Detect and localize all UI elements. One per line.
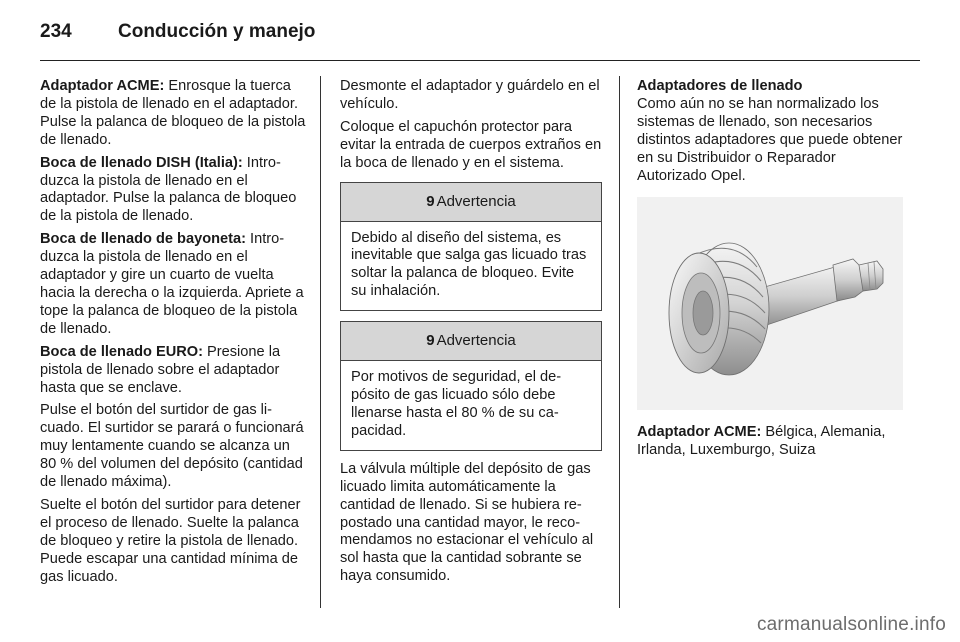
paragraph-acme xyxy=(40,78,306,150)
page-title: Conducción y manejo xyxy=(118,21,316,42)
paragraph-bayoneta xyxy=(40,231,306,338)
column-3 xyxy=(637,78,903,465)
warning-box-2 xyxy=(340,321,602,451)
page-header xyxy=(40,14,315,50)
column-divider-1 xyxy=(320,76,321,608)
text-dish: Introduzca la pistola de llenado en el adaptador. Pulse la palanca de bloqueo de la pistola de llenado. xyxy=(40,154,297,225)
acme-adapter-illustration xyxy=(637,197,903,410)
caption-text: Bélgica, Alemania, Irlanda, Luxemburgo, Suiza xyxy=(637,424,886,459)
text-acme: Enrosque la tuerca de la pistola de llenado en el adaptador. Pulse la palanca de bloqueo de la pistola de llenado. xyxy=(40,78,306,148)
term-dish: Boca de llenado DISH (Italia): xyxy=(40,154,243,171)
caption-term: Adaptador ACME: xyxy=(637,424,762,441)
column-1 xyxy=(40,78,306,591)
paragraph-euro xyxy=(40,344,306,398)
paragraph-valvula: La válvula múltiple del depósito de gas licuado limita automáticamente la cantidad de llenado. Si se hubiera repostado una cantidad mayor, le recomendamos no estacionar el vehículo al sol hasta que la cantidad sobrante se haya consumido. xyxy=(340,460,594,585)
warning-text-2: Por motivos de seguridad, el depósito de gas licuado sólo debe llenarse hasta el 80 % de su capacidad. xyxy=(351,369,562,439)
paragraph-capuchon: Coloque el capuchón protector para evitar la entrada de cuerpos extraños en la boca de llenado y en el sistema. xyxy=(340,118,602,171)
warning-icon: 9 xyxy=(426,332,435,350)
term-acme: Adaptador ACME: xyxy=(40,78,165,94)
paragraph-adaptadores: Como aún no se han normalizado los sistemas de llenado, son necesarios distintos adaptadores que puede obtener en su Distribuidor o Reparador Autorizado Opel. xyxy=(637,95,903,184)
warning-box-1 xyxy=(340,182,602,312)
column-divider-2 xyxy=(619,76,620,608)
figure-caption xyxy=(637,424,903,460)
paragraph-pulse-boton: Pulse el botón del surtidor de gas licuado. El surtidor se parará o funcionará muy lentamente cuando se alcanza un 80 % del volumen del depósito (cantidad de llenado máxima). xyxy=(40,402,304,491)
term-bayoneta: Boca de llenado de bayoneta: xyxy=(40,231,246,248)
warning-title-1: Advertencia xyxy=(436,192,516,210)
warning-title-2: Advertencia xyxy=(436,332,516,350)
section-heading: Adaptadores de llenado xyxy=(637,78,803,94)
adapter-figure xyxy=(637,197,903,410)
warning-text-1: Debido al diseño del sistema, es inevitable que salga gas licuado tras soltar la palanca de bloqueo. Evite su inhalación. xyxy=(351,229,587,300)
warning-header-2 xyxy=(341,322,601,361)
warning-icon: 9 xyxy=(426,192,435,210)
column-2 xyxy=(340,78,602,591)
paragraph-suelte-boton: Suelte el botón del surtidor para detener el proceso de llenado. Suelte la palanca de bloqueo y retire la pistola de llenado. Puede escapar una cantidad mínima de gas licuado. xyxy=(40,496,301,585)
text-bayoneta: Introduzca la pistola de llenado en el adaptador y gire un cuarto de vuelta hacia la derecha o la izquierda. Apriete a tope la palanca de bloqueo de la pistola de llenado. xyxy=(40,231,304,337)
term-euro: Boca de llenado EURO: xyxy=(40,343,203,360)
paragraph-desmonte: Desmonte el adaptador y guárdelo en el vehículo. xyxy=(340,78,600,112)
watermark: carmanualsonline.info xyxy=(756,614,946,635)
page-number: 234 xyxy=(40,21,72,42)
warning-header-1 xyxy=(341,183,601,222)
paragraph-dish xyxy=(40,155,306,227)
header-rule xyxy=(40,60,920,61)
text-euro: Presione la pistola de llenado sobre el adaptador hasta que se enclave. xyxy=(40,343,281,396)
